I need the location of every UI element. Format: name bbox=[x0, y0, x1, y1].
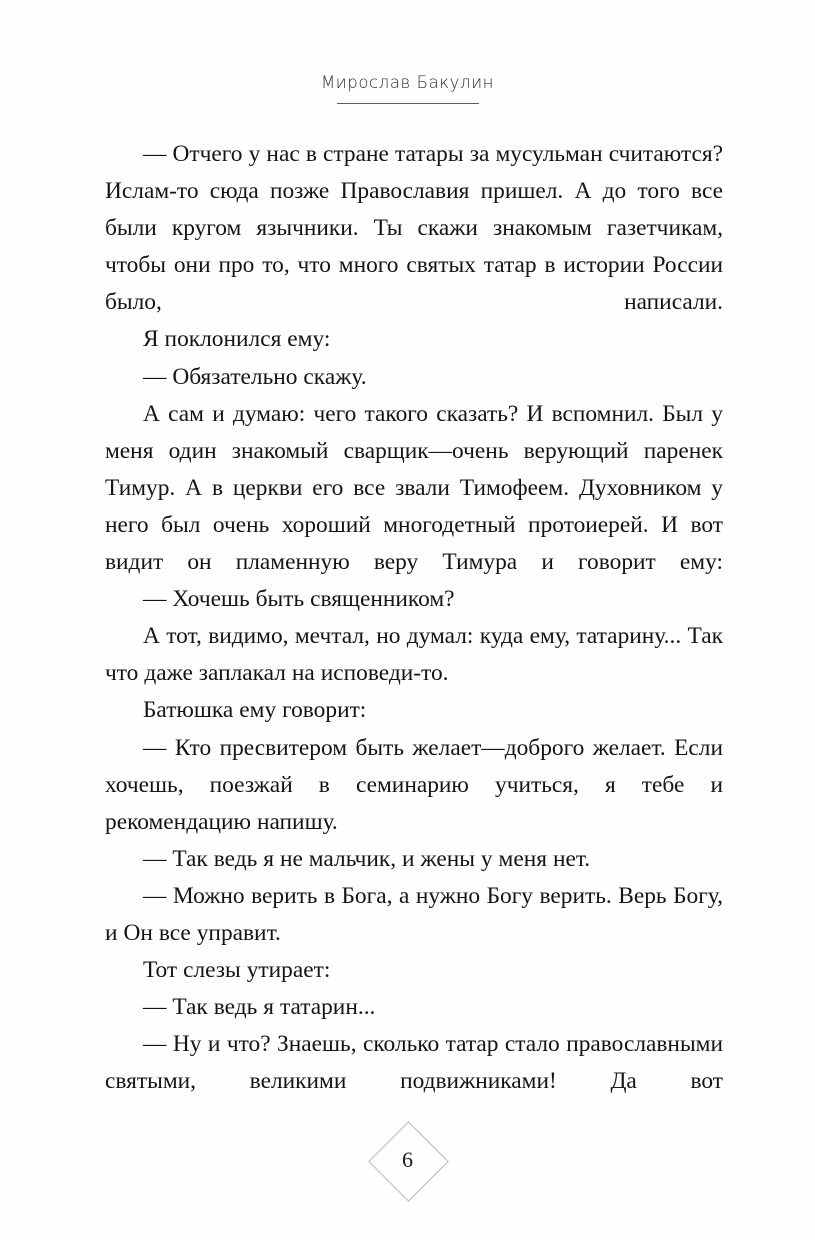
paragraph: — Можно верить в Бога, а нужно Богу верить. Верь Богу, и Он все управит. bbox=[105, 882, 723, 946]
paragraph: Батюшка ему говорит: bbox=[143, 697, 367, 724]
paragraph: — Кто пресвитером быть желает—доброго желает. Если хочешь, поезжай в семинарию учиться, я тебе и рекомендацию напишу. bbox=[105, 734, 723, 835]
page-number: 6 bbox=[402, 1147, 413, 1172]
paragraph: — Отчего у нас в стране татары за мусульман считаются? Ислам-то сюда позже Православия пришел. А до того все были кругом язычники. Ты скажи знакомым газетчикам, чтобы они про то, что много святых татар в истории России было, написали. bbox=[105, 141, 723, 316]
paragraph: — Обязательно скажу. bbox=[143, 363, 367, 390]
page-folio bbox=[0, 1112, 815, 1208]
paragraph: — Так ведь я татарин... bbox=[143, 994, 376, 1021]
running-head bbox=[0, 74, 815, 104]
paragraph: Я поклонился ему: bbox=[143, 326, 331, 353]
paragraph: А сам и думаю: чего такого сказать? И вспомнил. Был у меня один знакомый сварщик—очень верующий паренек Тимур. А в церкви его все звали Тимофеем. Духовником у него был очень хороший многодетный протоиерей. И вот видит он пламенную веру Тимура и говорит ему: bbox=[105, 400, 723, 576]
paragraph: Тот слезы утирает: bbox=[143, 957, 331, 984]
running-head-rule bbox=[337, 103, 479, 104]
paragraph: А тот, видимо, мечтал, но думал: куда ему, татарину... Так что даже заплакал на исповеди-то. bbox=[105, 623, 723, 687]
body-text-block bbox=[105, 136, 723, 1100]
paragraph: — Так ведь я не мальчик, и жены у меня нет. bbox=[143, 845, 591, 872]
paragraph: — Хочешь быть священником? bbox=[143, 586, 455, 613]
paragraph: — Ну и что? Знаешь, сколько татар стало православными святыми, великими подвижниками! Да вот bbox=[105, 1031, 723, 1095]
running-head-title: Мирослав Бакулин bbox=[320, 73, 495, 92]
